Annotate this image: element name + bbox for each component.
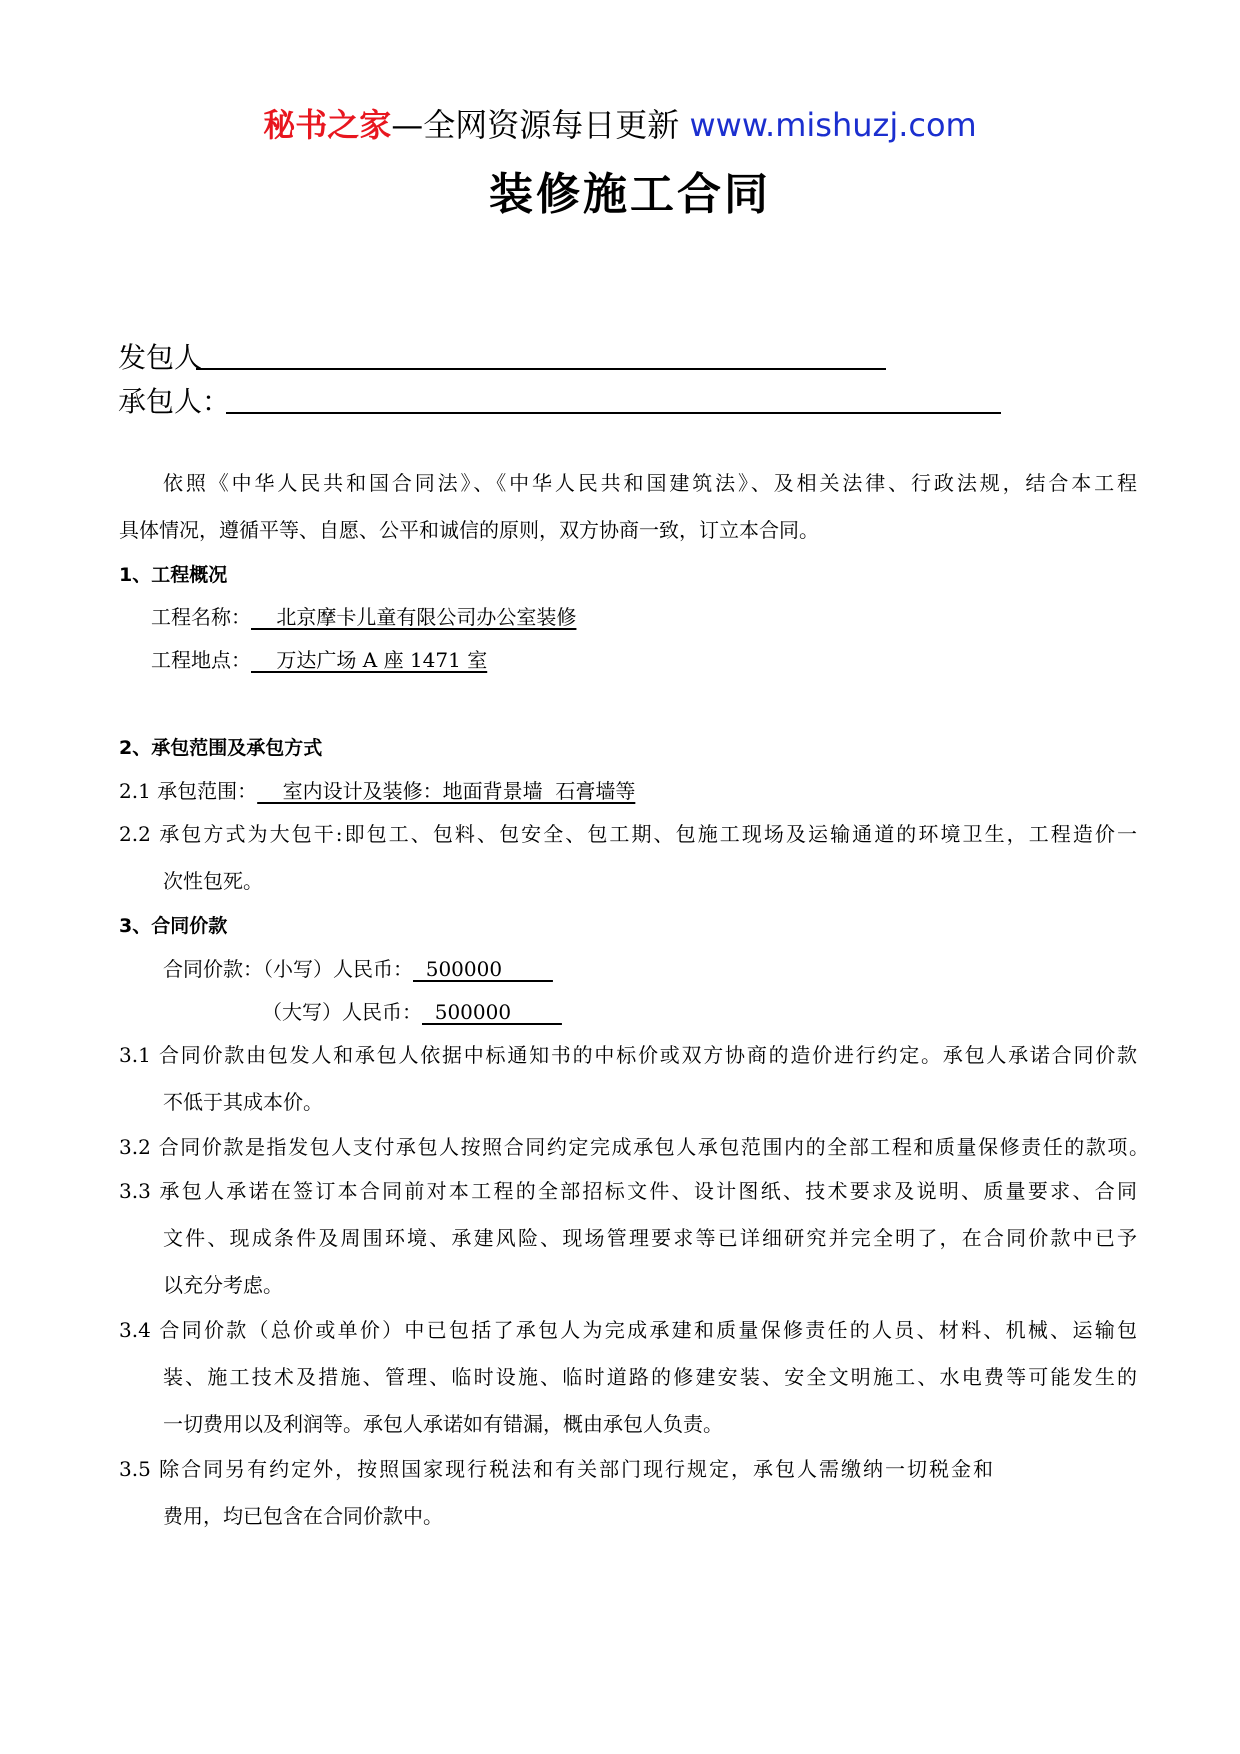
clause-3-1-line-1: 3.1 合同价款由包发人和承包人依据中标通知书的中标价或双方协商的造价进行约定。承包人承诺合同价款: [119, 1043, 1137, 1067]
price-big-row: [262, 999, 562, 1025]
banner-tagline: —全网资源每日更新: [391, 106, 680, 144]
project-site-row: [151, 647, 487, 673]
banner-url-link[interactable]: www.mishuzj.com: [689, 106, 977, 144]
employer-blank-line: [196, 336, 886, 370]
method-line-2: 次性包死。: [163, 869, 263, 893]
clause-3-3-line-3: 以充分考虑。: [163, 1273, 283, 1297]
project-name-row: [151, 604, 576, 630]
clause-3-3-line-1: 3.3 承包人承诺在签订本合同前对本工程的全部招标文件、设计图纸、技术要求及说明、质量要求、合同: [119, 1179, 1137, 1203]
site-banner: [0, 100, 1240, 146]
clause-3-5-line-2: 费用，均已包含在合同价款中。: [163, 1504, 443, 1528]
document-title: 装修施工合同: [489, 169, 771, 220]
contractor-label: 承包人：: [118, 385, 231, 418]
employer-label: 发包人: [118, 341, 203, 374]
clause-3-5-line-1: 3.5 除合同另有约定外，按照国家现行税法和有关部门现行规定，承包人需缴纳一切税金和: [119, 1457, 993, 1481]
section-3-heading: 3、合同价款: [119, 915, 228, 937]
intro-line-1: 依照《中华人民共和国合同法》、《中华人民共和国建筑法》、及相关法律、行政法规，结合本工程: [163, 471, 1137, 495]
clause-3-2: 3.2 合同价款是指发包人支付承包人按照合同约定完成承包人承包范围内的全部工程和质量保修责任的款项。: [119, 1135, 1149, 1159]
project-site-value: 万达广场 A 座 1471 室: [251, 648, 488, 672]
scope-value: 室内设计及装修：地面背景墙 石膏墙等: [257, 779, 636, 803]
scope-row: [119, 778, 635, 804]
price-small-label: 合同价款：（小写）人民币：: [163, 957, 413, 981]
price-big-value: 500000: [422, 1000, 562, 1024]
clause-3-3-line-2: 文件、现成条件及周围环境、承建风险、现场管理要求等已详细研究并完全明了，在合同价款中已予: [163, 1226, 1137, 1250]
price-small-value: 500000: [413, 957, 553, 981]
clause-3-1-line-2: 不低于其成本价。: [163, 1090, 323, 1114]
project-site-label: 工程地点：: [151, 648, 251, 672]
method-line-1: 2.2 承包方式为大包干:即包工、包料、包安全、包工期、包施工现场及运输通道的环境卫生，工程造价一: [119, 822, 1137, 846]
project-name-value: 北京摩卡儿童有限公司办公室装修: [251, 605, 577, 629]
section-2-heading: 2、承包范围及承包方式: [119, 737, 323, 759]
section-1-heading: 1、工程概况: [119, 564, 228, 586]
clause-3-4-line-3: 一切费用以及利润等。承包人承诺如有错漏，概由承包人负责。: [163, 1412, 723, 1436]
banner-brand: 秘书之家: [263, 106, 392, 144]
employer-row: [118, 336, 202, 376]
scope-label: 2.1 承包范围：: [119, 779, 258, 803]
contractor-blank-line: [226, 380, 1001, 414]
clause-3-4-line-2: 装、施工技术及措施、管理、临时设施、临时道路的修建安装、安全文明施工、水电费等可能发生的: [163, 1365, 1137, 1389]
project-name-label: 工程名称：: [151, 605, 251, 629]
contractor-row: [118, 380, 230, 420]
price-big-label: （大写）人民币：: [262, 1000, 422, 1024]
price-small-row: [163, 956, 553, 982]
clause-3-4-line-1: 3.4 合同价款（总价或单价）中已包括了承包人为完成承建和质量保修责任的人员、材料、机械、运输包: [119, 1318, 1137, 1342]
intro-line-2: 具体情况，遵循平等、自愿、公平和诚信的原则，双方协商一致，订立本合同。: [119, 518, 819, 542]
